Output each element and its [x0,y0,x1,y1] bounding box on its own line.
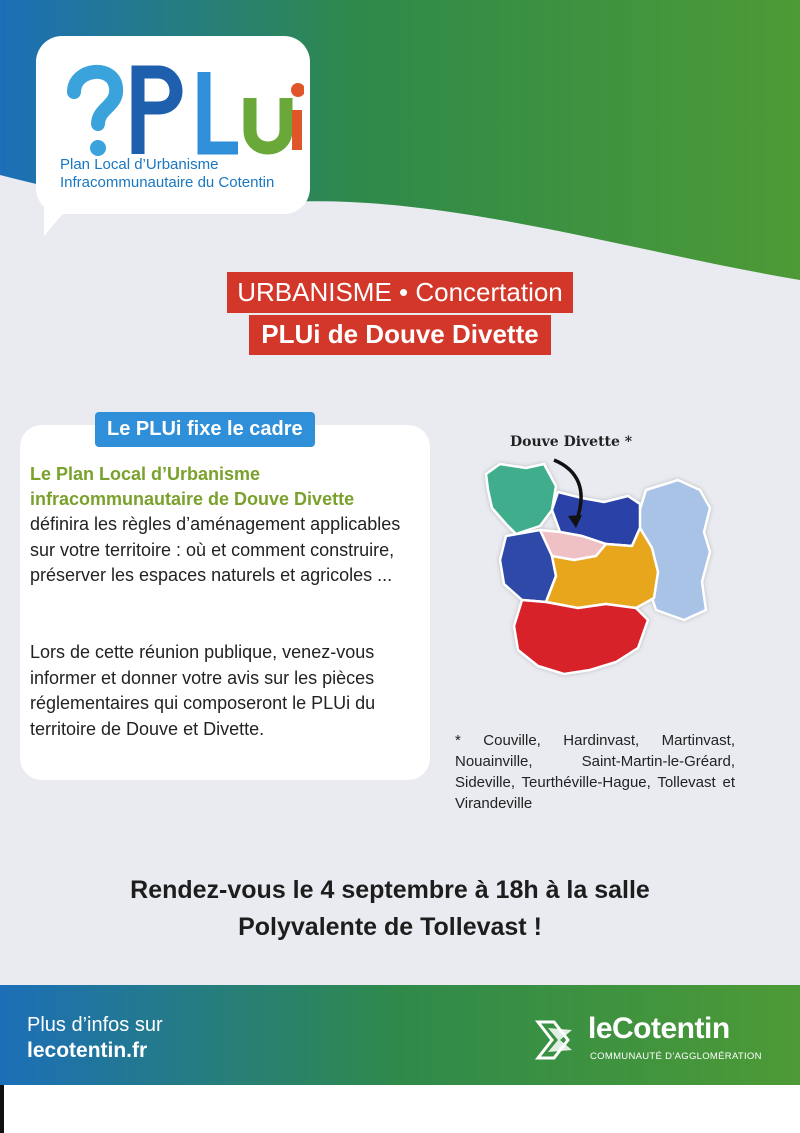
territory-map [478,452,728,692]
meeting-line-2: Polyvalente de Tollevast ! [238,913,542,941]
map-region-northwest [486,464,556,534]
logo-line-2: Infracommunautaire du Cotentin [60,174,275,191]
meeting-announcement [0,872,780,946]
banner-line-2: PLUi de Douve Divette [249,315,550,355]
card-paragraph-1: définira les règles d’aménagement applicables sur votre territoire : où et comment construire, préserver les espaces naturels et agricoles ... [30,514,401,585]
logo-speech-tail [44,196,78,236]
brand-name: leCotentin [588,1012,730,1045]
plui-logo-mark [54,50,304,160]
card-heading: Le PLUi fixe le cadre [95,412,315,447]
map-region-south [514,600,648,674]
map-label: Douve Divette * [510,434,633,450]
footer-info-label: Plus d’infos sur [27,1014,163,1036]
page-bottom-margin [0,1085,800,1133]
scan-edge [0,1085,4,1133]
brand-subtitle: COMMUNAUTÉ D’AGGLOMÉRATION [590,1051,762,1062]
logo-line-1: Plan Local d’Urbanisme [60,156,219,173]
footer-website-link[interactable]: lecotentin.fr [27,1039,148,1062]
communes-footnote: * Couville, Hardinvast, Martinvast, Nouainville, Saint-Martin-le-Gréard, Sideville, Teurthéville-Hague, Tollevast et Virandeville [455,732,735,812]
plui-logo [36,36,310,214]
lecotentin-logo-icon [532,1016,582,1062]
banner-line-1: URBANISME • Concertation [227,272,573,313]
title-banner [0,272,800,355]
meeting-line-1: Rendez-vous le 4 septembre à 18h à la salle [130,876,650,904]
card-paragraph-2: Lors de cette réunion publique, venez-vous informer et donner votre avis sur les pièces réglementaires qui composeront le PLUi du territoire de Douve et Divette. [30,642,376,739]
card-intro-highlight: Le Plan Local d’Urbanisme infracommunautaire de Douve Divette [30,464,355,509]
